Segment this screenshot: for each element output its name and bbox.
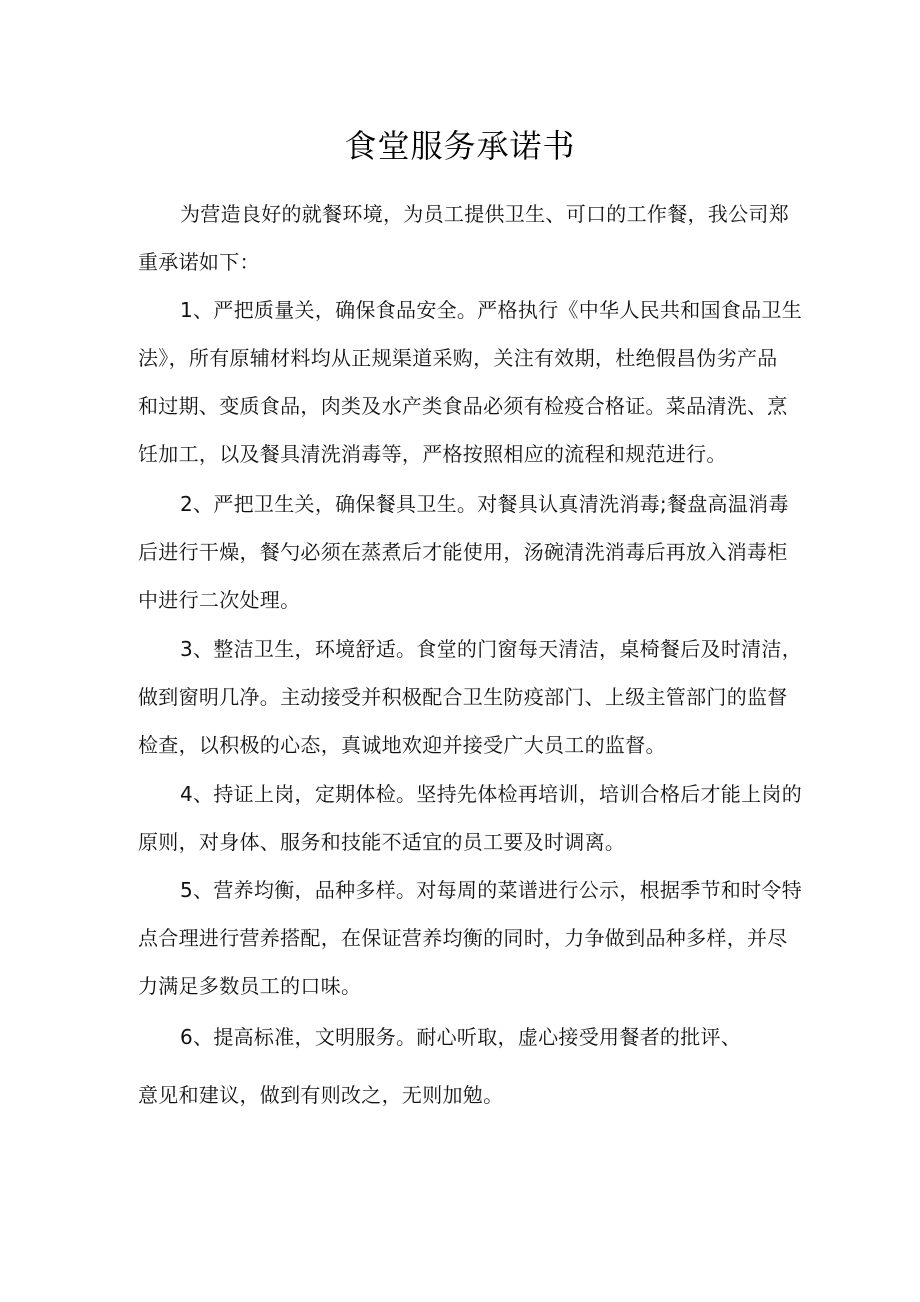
paragraph-line: 2、严把卫生关，确保餐具卫生。对餐具认真清洗消毒;餐盘高温消毒	[180, 492, 789, 516]
paragraph-line: 3、整洁卫生，环境舒适。食堂的门窗每天清洁，桌椅餐后及时清洁，	[180, 637, 803, 661]
paragraph-line: 6、提高标准，文明服务。耐心听取，虚心接受用餐者的批评、	[180, 1025, 742, 1049]
paragraph-line: 饪加工，以及餐具清洗消毒等，严格按照相应的流程和规范进行。	[138, 442, 727, 466]
paragraph-line: 重承诺如下：	[138, 250, 260, 274]
paragraph-line: 检查，以积极的心态，真诚地欢迎并接受广大员工的监督。	[138, 733, 666, 757]
paragraph-line: 5、营养均衡，品种多样。对每周的菜谱进行公示，根据季节和时令特	[180, 878, 803, 902]
paragraph-item-2	[138, 480, 798, 624]
paragraph-item-6	[138, 1013, 798, 1119]
paragraph-item-4	[138, 770, 803, 866]
paragraph-intro	[138, 190, 798, 286]
document-title: 食堂服务承诺书	[344, 127, 576, 165]
paragraph-line: 做到窗明几净。主动接受并积极配合卫生防疫部门、上级主管部门的监督	[138, 685, 788, 709]
paragraph-line: 和过期、变质食品，肉类及水产类食品必须有检疫合格证。菜品清洗、烹	[138, 394, 788, 418]
paragraph-item-3	[138, 625, 803, 769]
paragraph-line: 意见和建议，做到有则改之，无则加勉。	[138, 1083, 504, 1107]
paragraph-line: 点合理进行营养搭配，在保证营养均衡的同时，力争做到品种多样，并尽	[138, 926, 788, 950]
paragraph-item-1	[138, 286, 803, 478]
paragraph-item-5	[138, 866, 803, 1010]
paragraph-line: 法》，所有原辅材料均从正规渠道采购，关注有效期，杜绝假昌伪劣产品	[138, 346, 778, 370]
paragraph-line: 力满足多数员工的口味。	[138, 974, 362, 998]
paragraph-line: 后进行干燥，餐勺必须在蒸煮后才能使用，汤碗清洗消毒后再放入消毒柜	[138, 540, 788, 564]
paragraph-line: 4、持证上岗，定期体检。坚持先体检再培训，培训合格后才能上岗的	[180, 782, 803, 806]
paragraph-line: 1、严把质量关，确保食品安全。严格执行《中华人民共和国食品卫生	[180, 298, 803, 322]
paragraph-line: 为营造良好的就餐环境，为员工提供卫生、可口的工作餐，我公司郑	[180, 202, 789, 226]
paragraph-line: 原则，对身体、服务和技能不适宜的员工要及时调离。	[138, 830, 626, 854]
paragraph-line: 中进行二次处理。	[138, 588, 301, 612]
